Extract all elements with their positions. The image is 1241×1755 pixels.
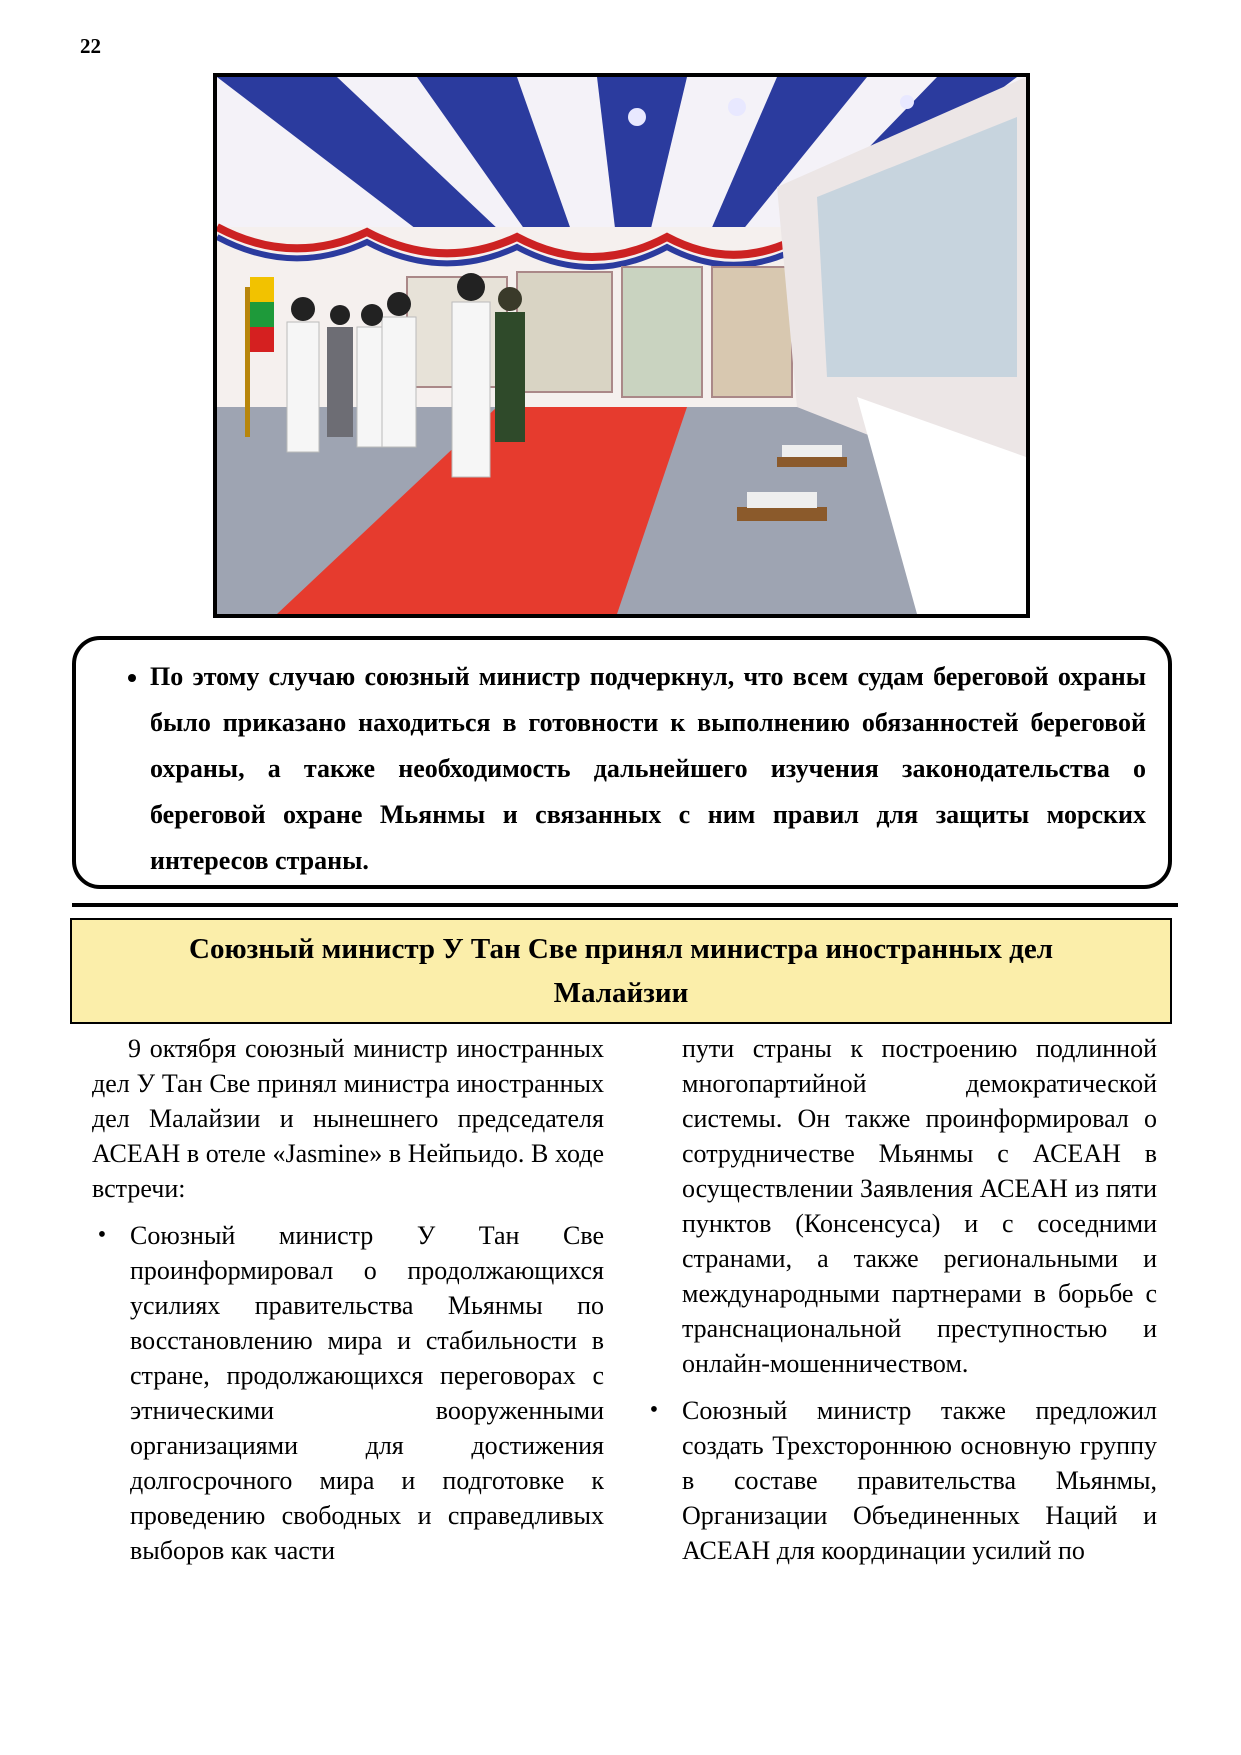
bullet-icon: • — [649, 1397, 659, 1423]
article-column-right — [649, 1031, 1157, 1568]
article-bullets-left — [92, 1218, 604, 1568]
article-bullets-right — [649, 1393, 1157, 1568]
article-headline-box — [70, 918, 1172, 1024]
list-item — [92, 1218, 604, 1568]
highlight-bullet: • По этому случаю союзный министр подчеркнул, что всем судам береговой охраны было приказано находиться в готовности к выполнению обязанностей береговой охраны, а также необходимость дальнейшего изучения законодательства о береговой охране Мьянмы и связанных с ним правил для защиты морских интересов страны. — [150, 654, 1146, 884]
bullet-text: Союзный министр также предложил создать Трехстороннюю основную группу в составе правительства Мьянмы, Организации Объединенных Наций и АСЕАН для координации усилий по — [682, 1396, 1157, 1565]
bullet-text: Союзный министр У Тан Све проинформировал о продолжающихся усилиях правительства Мьянмы по восстановлению мира и стабильности в стране, продолжающихся переговорах с этническими вооруженными организациями для достижения долгосрочного мира и подготовке к проведению свободных и справедливых выборов как части — [130, 1221, 604, 1565]
bullet-icon: • — [97, 1222, 107, 1248]
exhibition-photo-illustration — [217, 77, 1026, 614]
list-item — [649, 1393, 1157, 1568]
page-number: 22 — [80, 34, 101, 58]
article-intro: 9 октября союзный министр иностранных дел У Тан Све принял министра иностранных дел Малайзии и нынешнего председателя АСЕАН в отеле «Jasmine» в Нейпьидо. В ходе встречи: — [92, 1034, 604, 1203]
article-headline: Союзный министр У Тан Све принял министра иностранных дел Малайзии — [189, 933, 1053, 1009]
highlight-list — [116, 654, 1146, 884]
highlight-box — [72, 636, 1172, 889]
bullet-continuation: пути страны к построению подлинной многопартийной демократической системы. Он также проинформировал о сотрудничестве Мьянмы с АСЕАН в осуществлении Заявления АСЕАН из пяти пунктов (Консенсуса) и с соседними странами, а также региональными и международными партнерами в борьбе с транснациональной преступностью и онлайн-мошенничеством. — [682, 1034, 1157, 1378]
section-divider — [72, 903, 1178, 907]
exhibition-photo — [213, 73, 1030, 618]
article-column-left — [92, 1031, 604, 1568]
